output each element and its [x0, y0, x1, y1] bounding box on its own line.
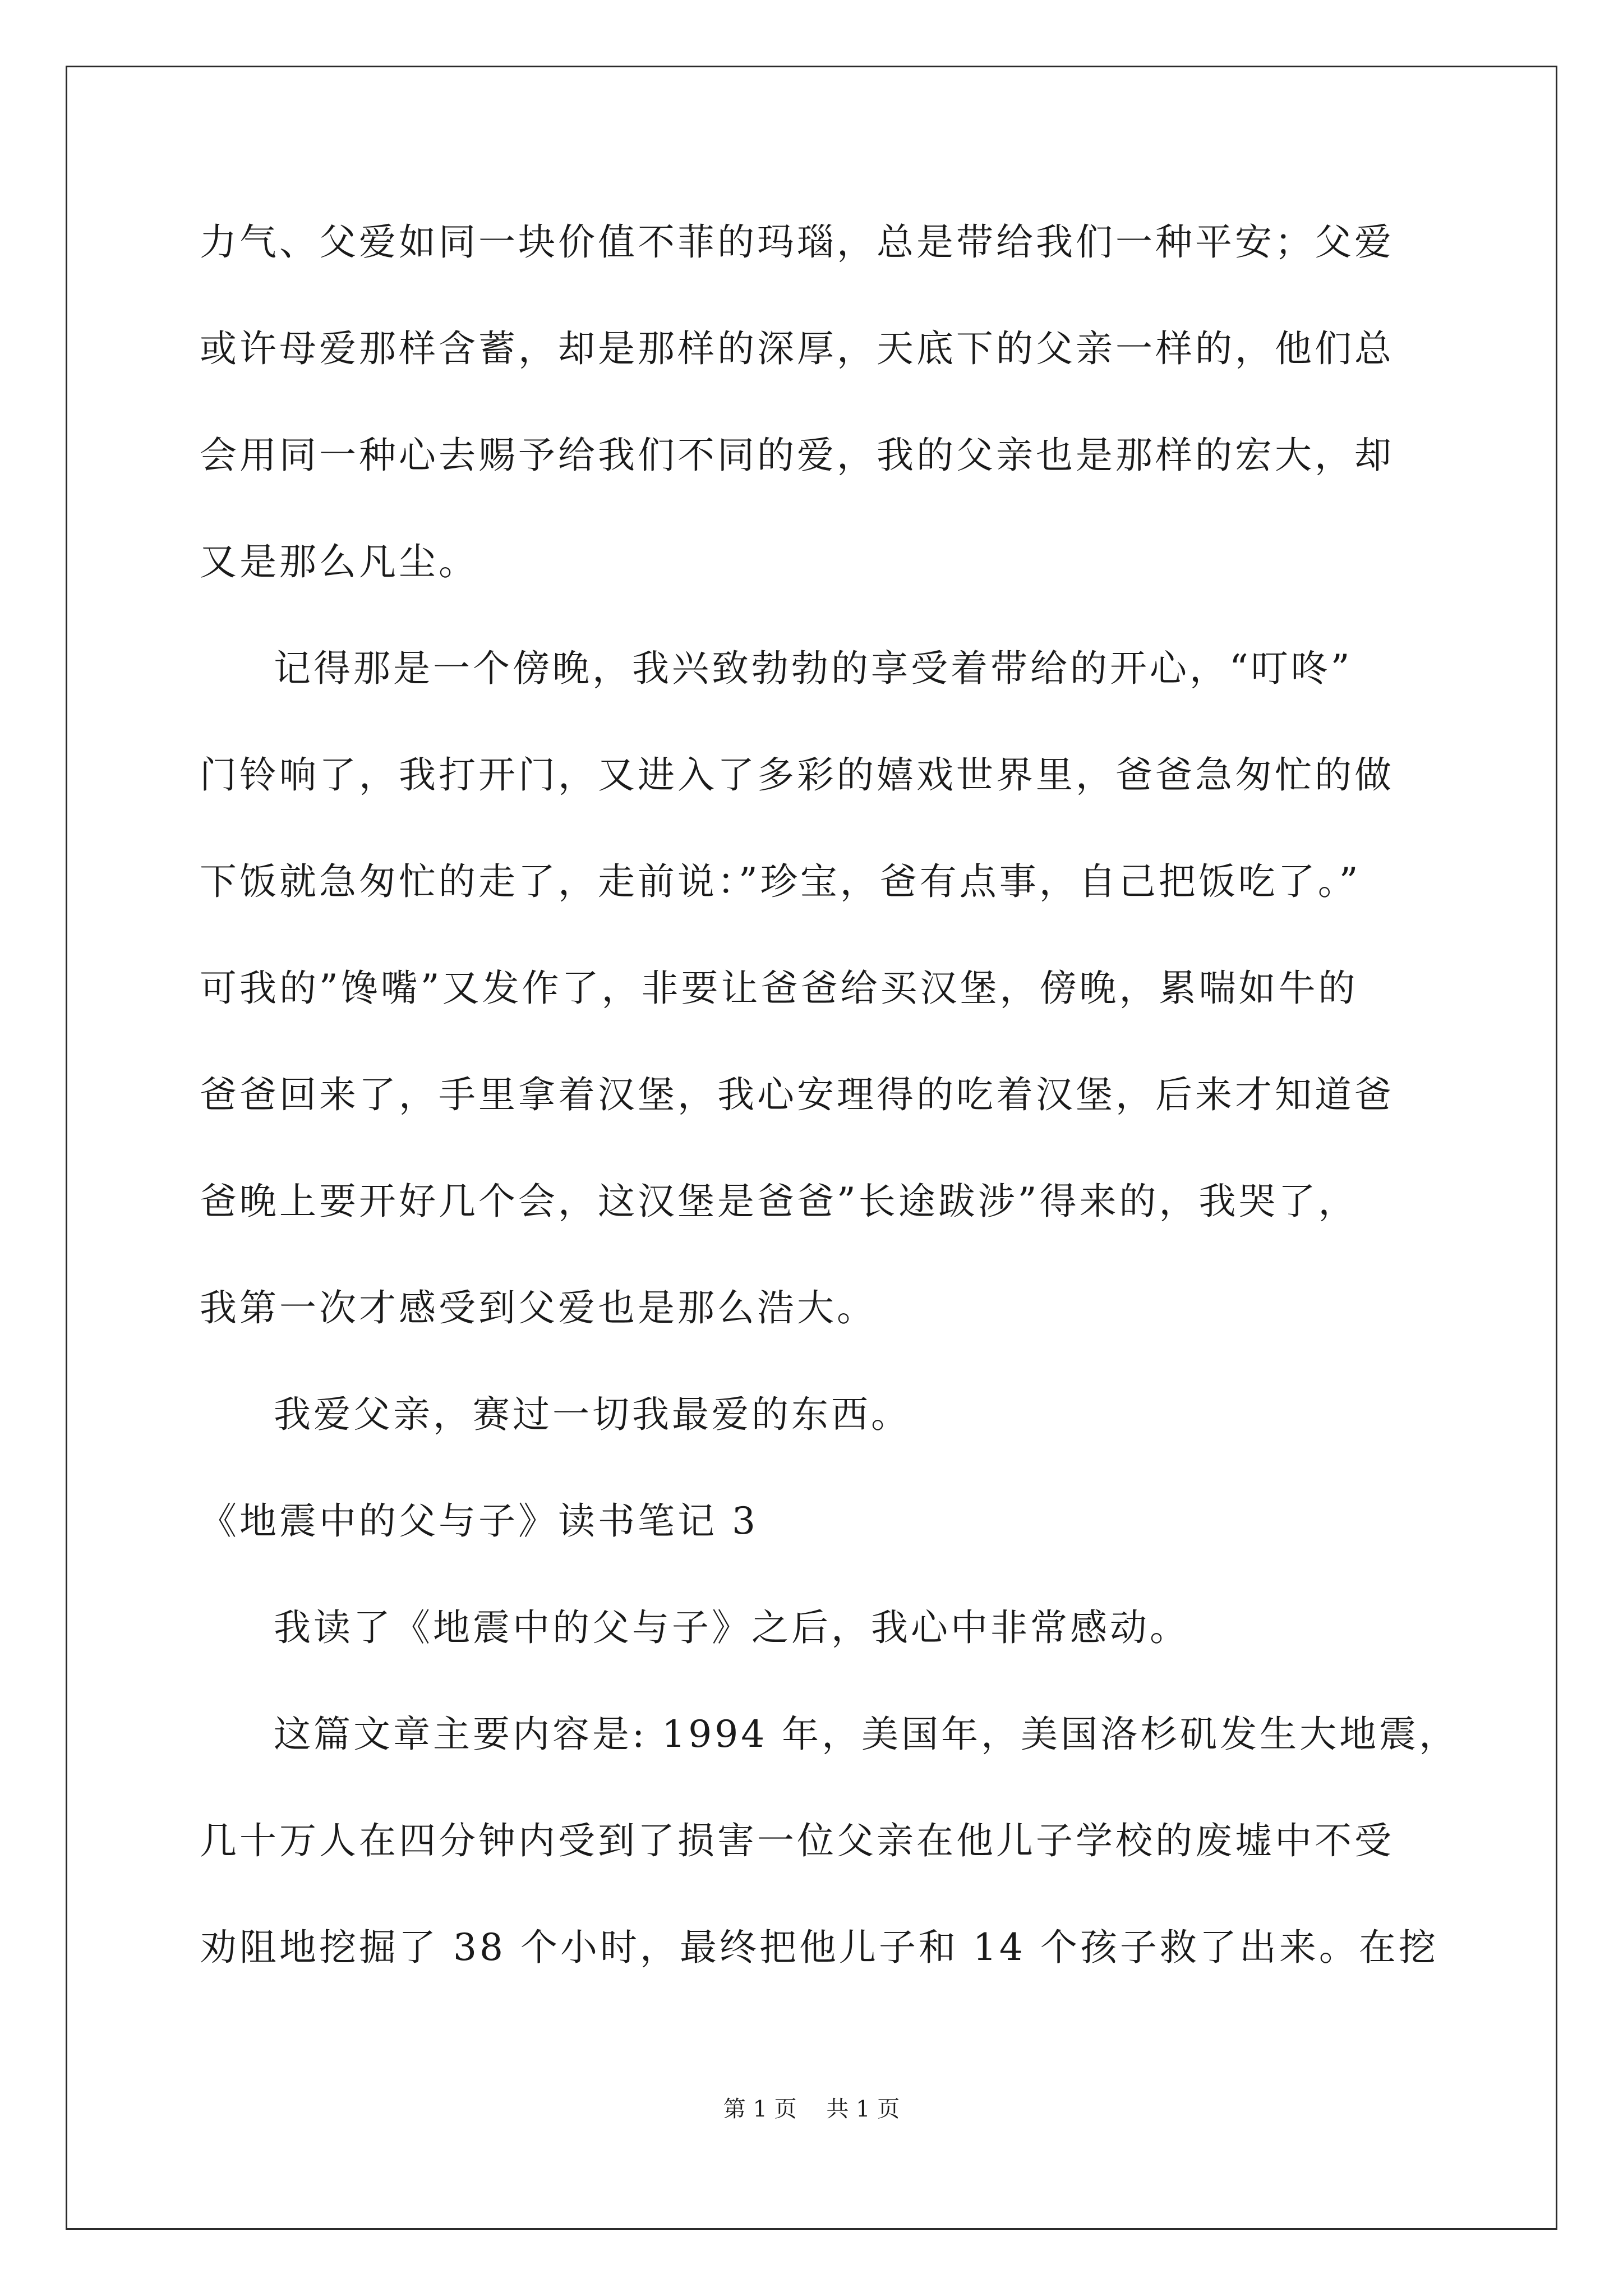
text-line: 可我的”馋嘴”又发作了，非要让爸爸给买汉堡，傍晚，累喘如牛的	[200, 967, 1358, 1010]
text-line: 又是那么凡尘。	[200, 540, 478, 583]
text-line: 我第一次才感受到父爱也是那么浩大。	[200, 1286, 877, 1329]
paragraph-start-line: 我爱父亲，赛过一切我最爱的东西。	[274, 1393, 911, 1436]
section-heading: 《地震中的父与子》读书笔记 3	[200, 1499, 758, 1543]
paragraph-start-line: 这篇文章主要内容是: 1994 年，美国年，美国洛杉矶发生大地震，	[274, 1713, 1459, 1756]
page-total: 共 1 页	[826, 2096, 900, 2122]
page-number: 第 1 页	[723, 2096, 797, 2122]
text-line: 爸爸回来了，手里拿着汉堡，我心安理得的吃着汉堡，后来才知道爸	[200, 1073, 1394, 1116]
page-footer	[0, 2091, 1623, 2123]
text-line: 劝阻地挖掘了 38 个小时，最终把他儿子和 14 个孩子救了出来。在挖	[200, 1926, 1438, 1969]
text-line: 几十万人在四分钟内受到了损害一位父亲在他儿子学校的废墟中不受	[200, 1819, 1394, 1862]
text-line: 爸晚上要开好几个会，这汉堡是爸爸”长途跋涉”得来的，我哭了，	[200, 1180, 1358, 1223]
text-line: 力气、父爱如同一块价值不菲的玛瑙，总是带给我们一种平安；父爱	[200, 220, 1394, 264]
page-border	[66, 66, 1557, 2230]
text-line: 下饭就急匆忙的走了，走前说：”珍宝，爸有点事，自己把饭吃了。”	[200, 860, 1361, 903]
paragraph-start-line: 记得那是一个傍晚，我兴致勃勃的享受着带给的开心，“叮咚”	[274, 647, 1353, 690]
paragraph-start-line: 我读了《地震中的父与子》之后，我心中非常感动。	[274, 1606, 1189, 1649]
text-line: 或许母爱那样含蓄，却是那样的深厚，天底下的父亲一样的，他们总	[200, 327, 1394, 370]
text-line: 门铃响了，我打开门，又进入了多彩的嬉戏世界里，爸爸急匆忙的做	[200, 753, 1394, 797]
text-line: 会用同一种心去赐予给我们不同的爱，我的父亲也是那样的宏大，却	[200, 434, 1394, 477]
